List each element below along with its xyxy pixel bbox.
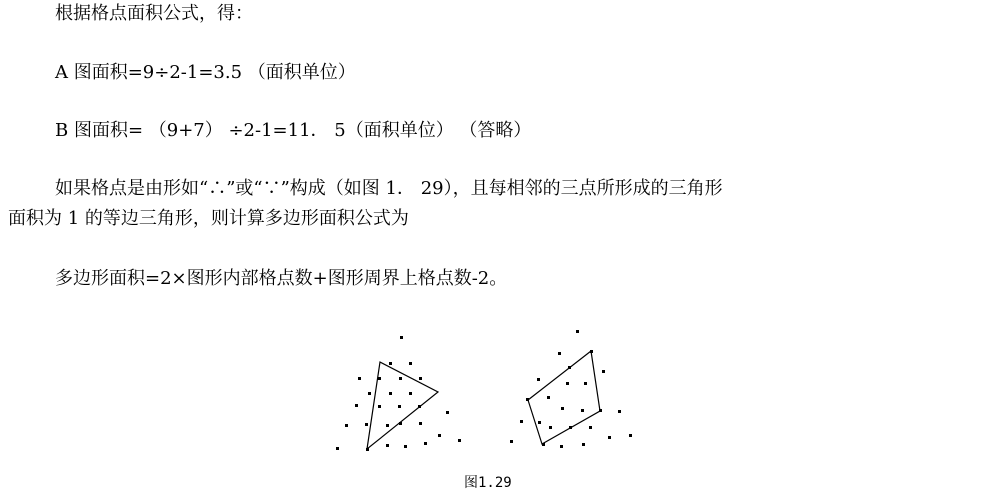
polygon-area-formula-text: 多边形面积=2×图形内部格点数+图形周界上格点数-2。 <box>55 268 508 289</box>
formula-intro-text: 根据格点面积公式，得： <box>55 3 253 24</box>
lattice-dots-right <box>510 330 632 448</box>
area-b-text: B 图面积= （9+7） ÷2-1=11． 5（面积单位） （答略） <box>55 120 532 141</box>
figure-1-29 <box>320 318 660 463</box>
triangle-polygon <box>367 362 438 449</box>
triangular-lattice-text-line-1: 如果格点是由形如“∴”或“∵”构成（如图 1． 29），且每相邻的三点所形成的三角形 <box>55 178 723 199</box>
triangular-lattice-text-line-2: 面积为 1 的等边三角形，则计算多边形面积公式为 <box>8 208 409 229</box>
lattice-dots-left <box>336 336 461 451</box>
figure-caption: 图1.29 <box>464 475 512 491</box>
area-a-text: A 图面积=9÷2-1=3.5 （面积单位） <box>55 62 356 83</box>
quadrilateral-polygon <box>528 351 600 444</box>
